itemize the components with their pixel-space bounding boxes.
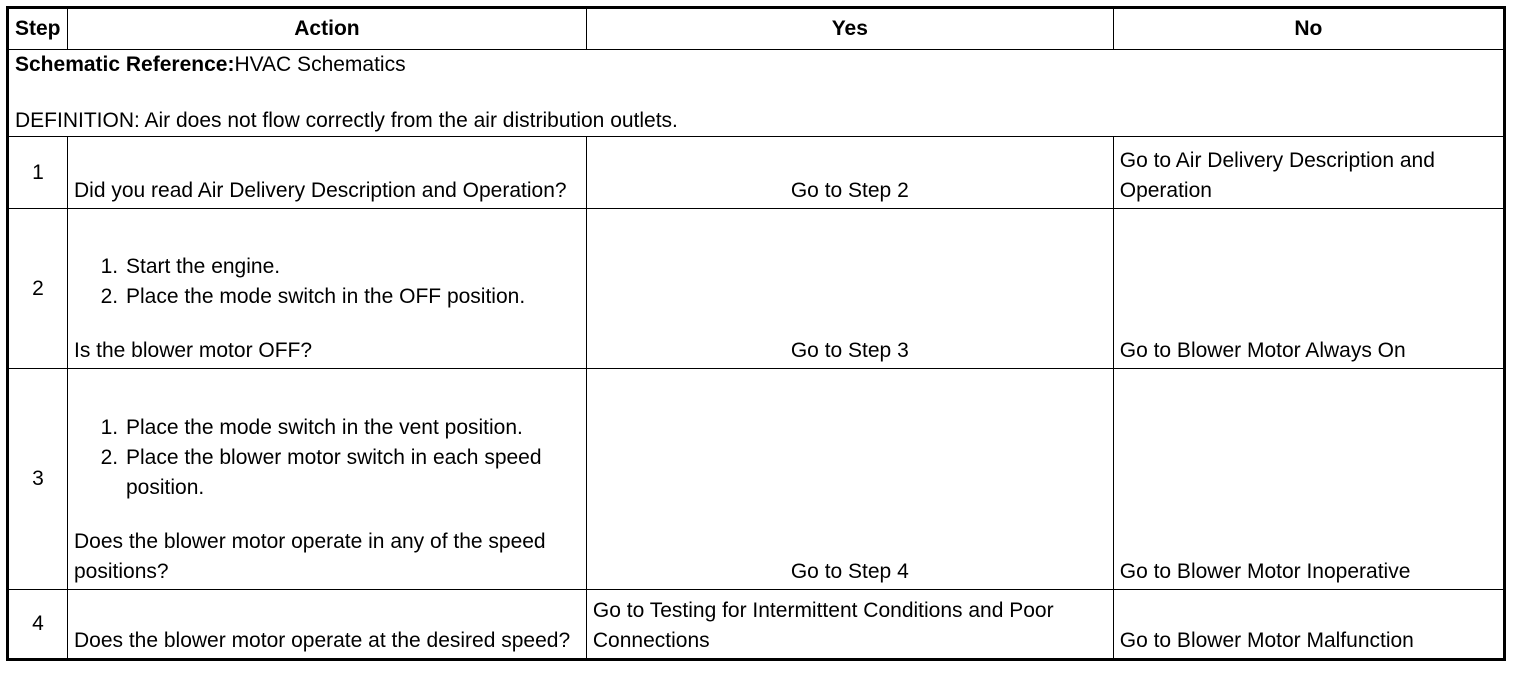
action-question: Does the blower motor operate in any of the speed positions?: [73, 530, 546, 583]
no-cell: [1113, 137, 1504, 209]
yes-link[interactable]: Go to Step 2: [790, 179, 909, 202]
yes-cell: [586, 209, 1113, 369]
step-number: 2: [8, 209, 68, 369]
yes-cell: [586, 369, 1113, 590]
action-question: Did you read Air Delivery Description and Operation?: [73, 179, 567, 202]
step-number: 3: [8, 369, 68, 590]
no-cell: [1113, 590, 1504, 660]
list-item: 1. Start the engine.: [124, 252, 580, 282]
action-question: Does the blower motor operate at the desired speed?: [73, 629, 571, 652]
yes-link[interactable]: Go to Step 4: [790, 560, 909, 583]
yes-link[interactable]: Go to Testing for Intermittent Conditions and Poor Connections: [592, 599, 1054, 652]
no-link[interactable]: Go to Blower Motor Malfunction: [1119, 629, 1414, 652]
table-row: [8, 137, 1505, 209]
table-row: [8, 369, 1505, 590]
yes-link[interactable]: Go to Step 3: [790, 339, 909, 362]
action-question: Is the blower motor OFF?: [73, 339, 313, 362]
list-item: 1. Place the mode switch in the vent position.: [124, 413, 580, 443]
header-step: Step: [8, 8, 68, 50]
header-no: No: [1113, 8, 1504, 50]
header-action: Action: [67, 8, 586, 50]
step-number: 4: [8, 590, 68, 660]
action-cell: [67, 369, 586, 590]
no-link[interactable]: Go to Air Delivery Description and Operation: [1119, 149, 1435, 202]
no-link[interactable]: Go to Blower Motor Inoperative: [1119, 560, 1411, 583]
schematic-reference-link[interactable]: HVAC Schematics: [234, 53, 406, 76]
reference-cell: [8, 50, 1505, 137]
diagnostic-table: [6, 6, 1506, 661]
no-cell: [1113, 369, 1504, 590]
schematic-reference: [15, 50, 1497, 80]
list-item: 2. Place the mode switch in the OFF position.: [124, 282, 580, 312]
step-number: 1: [8, 137, 68, 209]
reference-row: [8, 50, 1505, 137]
schematic-reference-label: Schematic Reference:: [15, 53, 235, 76]
action-cell: [67, 209, 586, 369]
no-link[interactable]: Go to Blower Motor Always On: [1119, 339, 1406, 362]
definition-text: DEFINITION: Air does not flow correctly from the air distribution outlets.: [15, 109, 678, 132]
yes-cell: [586, 137, 1113, 209]
action-steps-list: [74, 413, 580, 503]
action-cell: [67, 590, 586, 660]
no-cell: [1113, 209, 1504, 369]
yes-cell: [586, 590, 1113, 660]
header-yes: Yes: [586, 8, 1113, 50]
table-row: [8, 590, 1505, 660]
table-row: [8, 209, 1505, 369]
action-steps-list: [74, 252, 580, 312]
header-row: [8, 8, 1505, 50]
action-cell: [67, 137, 586, 209]
list-item: 2. Place the blower motor switch in each speed position.: [124, 443, 580, 503]
